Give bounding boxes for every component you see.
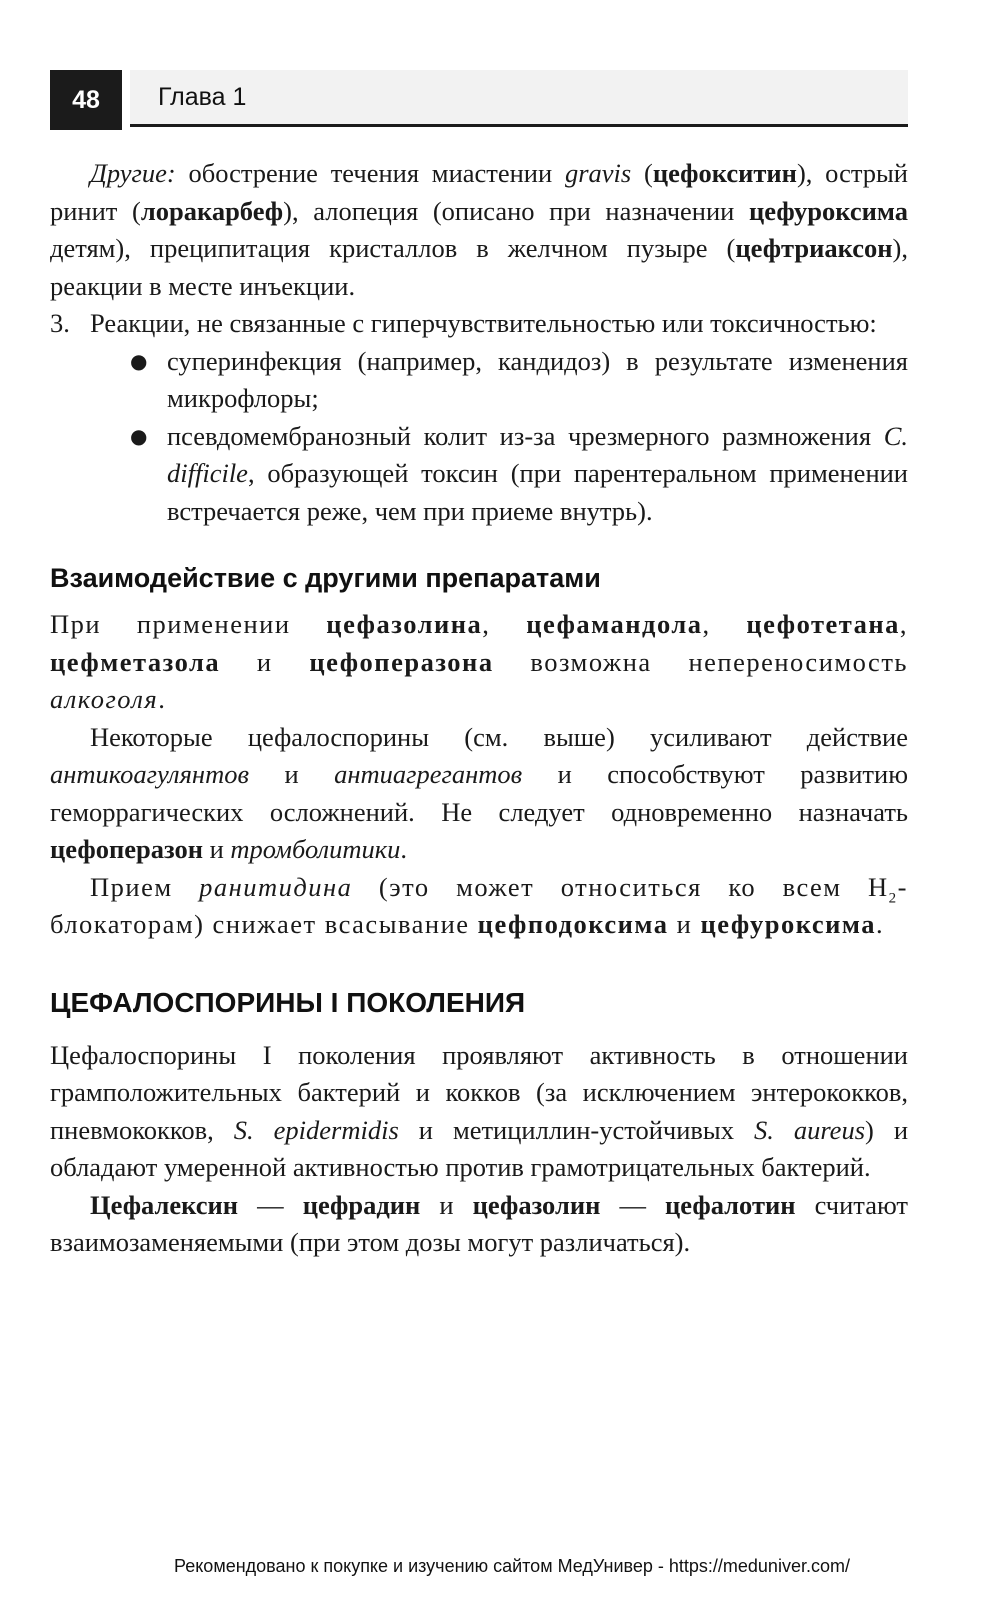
bullet-icon: ● (130, 348, 148, 373)
list-item-text: Реакции, не связанные с гиперчувствительностью или токсичностью: (90, 308, 877, 338)
paragraph-alcohol: При применении цефазолина, цефамандола, цефотетана, цефметазола и цефоперазона возможна непереносимость алкоголя. (50, 609, 909, 714)
header-band (130, 70, 908, 127)
paragraph-interchangeable: Цефалексин — цефрадин и цефазолин — цефалотин считают взаимозаменяемыми (при этом дозы могут различаться). (50, 1189, 908, 1257)
paragraph-anticoagulants: Некоторые цефалоспорины (см. выше) усиливают действие антикоагулянтов и антиагрегантов и способствуют развитию геморрагических осложнений. Не следует одновременно назначать цефоперазон и тромболитики. (50, 721, 908, 864)
paragraph-ranitidine: Прием ранитидина (это может относиться ко всем $H_2-блокаторам$) снижает всасывание цефподоксима и цефуроксима. (50, 871, 908, 939)
footer-recommendation: Рекомендовано к покупке и изучению сайтом МедУнивер - https://meduniver.com/ (174, 1556, 850, 1576)
bullet-list (90, 343, 908, 531)
paragraph-first-generation-activity: Цефалоспорины I поколения проявляют активность в отношении грамположительных бактерий и кокков (за исключением энтерококков, пневмококков, S. epidermidis и метициллин-устойчивых S. aureus) и обладают умеренной активностью против грамотрицательных бактерий. (50, 1039, 909, 1182)
section-heading-first-generation: ЦЕФАЛОСПОРИНЫ I ПОКОЛЕНИЯ (50, 986, 526, 1018)
section-heading-interactions: Взаимодействие с другими препаратами (50, 563, 601, 593)
bullet-icon: ● (130, 423, 148, 448)
list-item-3 (50, 305, 908, 530)
paragraph-other-reactions: Другие: обострение течения миастении gravis (цефокситин), острый ринит (лоракарбеф), алопеция (описано при назначении цефуроксима детям), преципитация кристаллов в желчном пузыре (цефтриаксон), реакции в месте инъекции. (50, 158, 908, 301)
bullet-item: ● суперинфекция (например, кандидоз) в результате изменения микрофлоры; (130, 343, 908, 418)
chapter-title: Глава 1 (158, 83, 247, 111)
list-number: 3. (50, 308, 70, 338)
page-number: 48 (50, 70, 122, 130)
page-header (50, 70, 908, 130)
book-page (50, 70, 908, 1262)
bullet-item: ● псевдомембранозный колит из-за чрезмерного размножения C. difficile, образующей токсин (при парентеральном применении встречается реже, чем при приеме внутрь). (130, 418, 908, 531)
page-body (50, 155, 908, 1262)
